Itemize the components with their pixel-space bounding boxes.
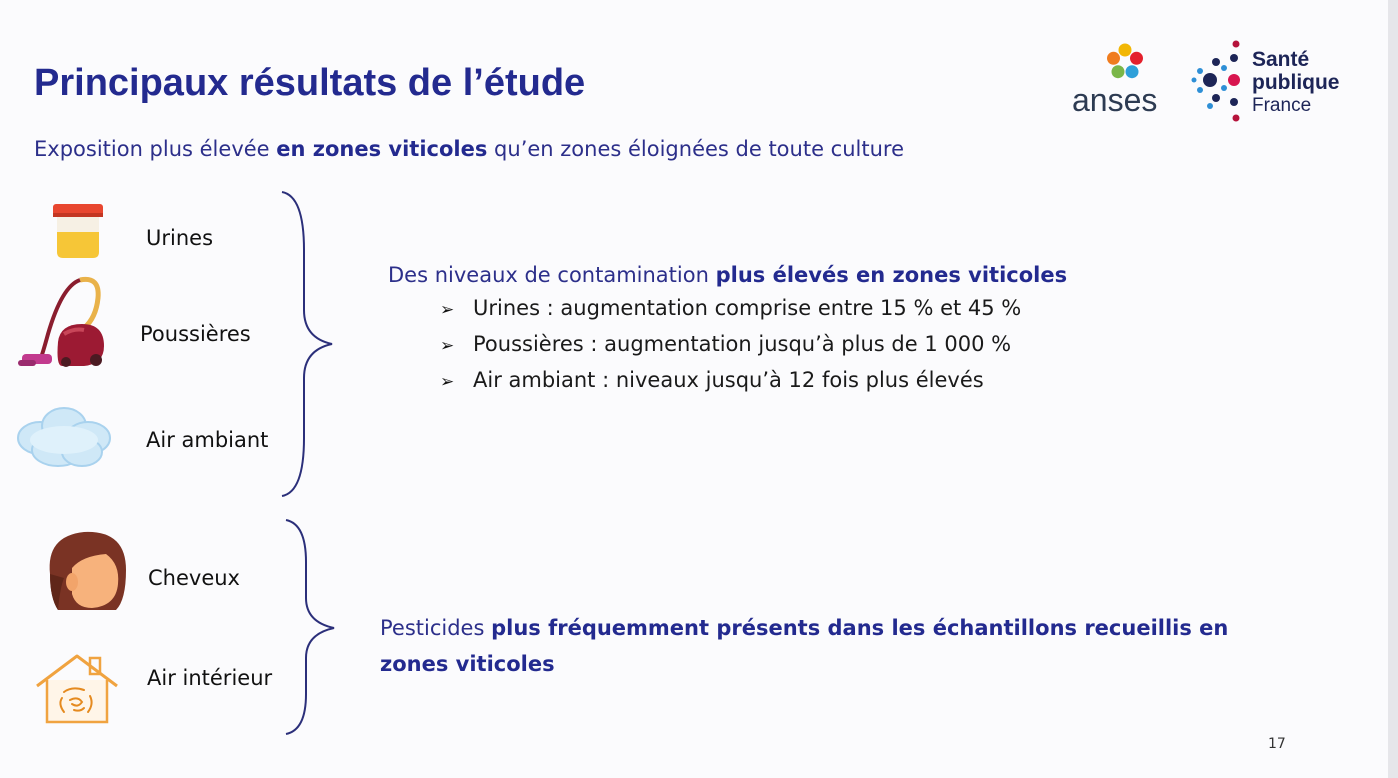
- group2-lead-plain: Pesticides: [380, 616, 492, 640]
- vacuum-cleaner-icon: [18, 274, 110, 372]
- group1-lead: [388, 263, 1067, 287]
- bullet-item: [440, 332, 1021, 368]
- bullet-item: [440, 368, 1021, 404]
- item-label-urines: Urines: [146, 226, 214, 250]
- slide-title: Principaux résultats de l’étude: [34, 62, 586, 104]
- subtitle-text-1: Exposition plus élevée: [34, 137, 277, 161]
- item-label-air-interieur: Air intérieur: [147, 666, 273, 690]
- slide-subtitle: [34, 137, 904, 161]
- bullet-item: [440, 296, 1021, 332]
- urine-cup-icon: [50, 202, 106, 260]
- spf-line-2: publique: [1252, 71, 1340, 94]
- arrow-bullet-icon: ➢: [440, 372, 455, 392]
- house-air-icon: [34, 652, 120, 726]
- window-edge: [1388, 0, 1398, 778]
- bullet-text: Air ambiant : niveaux jusqu’à 12 fois plus élevés: [473, 368, 984, 392]
- brace-icon: [280, 190, 340, 502]
- arrow-bullet-icon: ➢: [440, 336, 455, 356]
- group2-lead: [380, 610, 1260, 682]
- item-label-air-ambiant: Air ambiant: [146, 428, 269, 452]
- bullet-text: Poussières : augmentation jusqu’à plus de 1 000 %: [473, 332, 1012, 356]
- bullet-text: Urines : augmentation comprise entre 15 % et 45 %: [473, 296, 1022, 320]
- item-label-cheveux: Cheveux: [148, 566, 240, 590]
- cloud-icon: [12, 404, 114, 474]
- anses-star-icon: [1072, 42, 1178, 86]
- subtitle-bold: en zones viticoles: [276, 137, 488, 161]
- spf-line-1: Santé: [1252, 48, 1310, 71]
- results-bullet-list: [440, 296, 1021, 404]
- arrow-bullet-icon: ➢: [440, 300, 455, 320]
- item-label-poussieres: Poussières: [140, 322, 251, 346]
- group1-lead-bold: plus élevés en zones viticoles: [715, 263, 1068, 287]
- brace-icon: [284, 518, 340, 740]
- group1-lead-plain: Des niveaux de contamination: [388, 263, 716, 287]
- group2-lead-bold: plus fréquemment présents dans les échantillons recueillis en zones viticoles: [380, 616, 1229, 676]
- anses-wordmark: anses: [1072, 82, 1158, 118]
- spf-line-3: France: [1252, 95, 1312, 116]
- spf-wordmark: [1252, 48, 1340, 117]
- spf-dots-icon: [1190, 38, 1252, 128]
- hair-head-icon: [42, 528, 132, 614]
- page-number: 17: [1268, 736, 1286, 752]
- subtitle-text-2: qu’en zones éloignées de toute culture: [487, 137, 904, 161]
